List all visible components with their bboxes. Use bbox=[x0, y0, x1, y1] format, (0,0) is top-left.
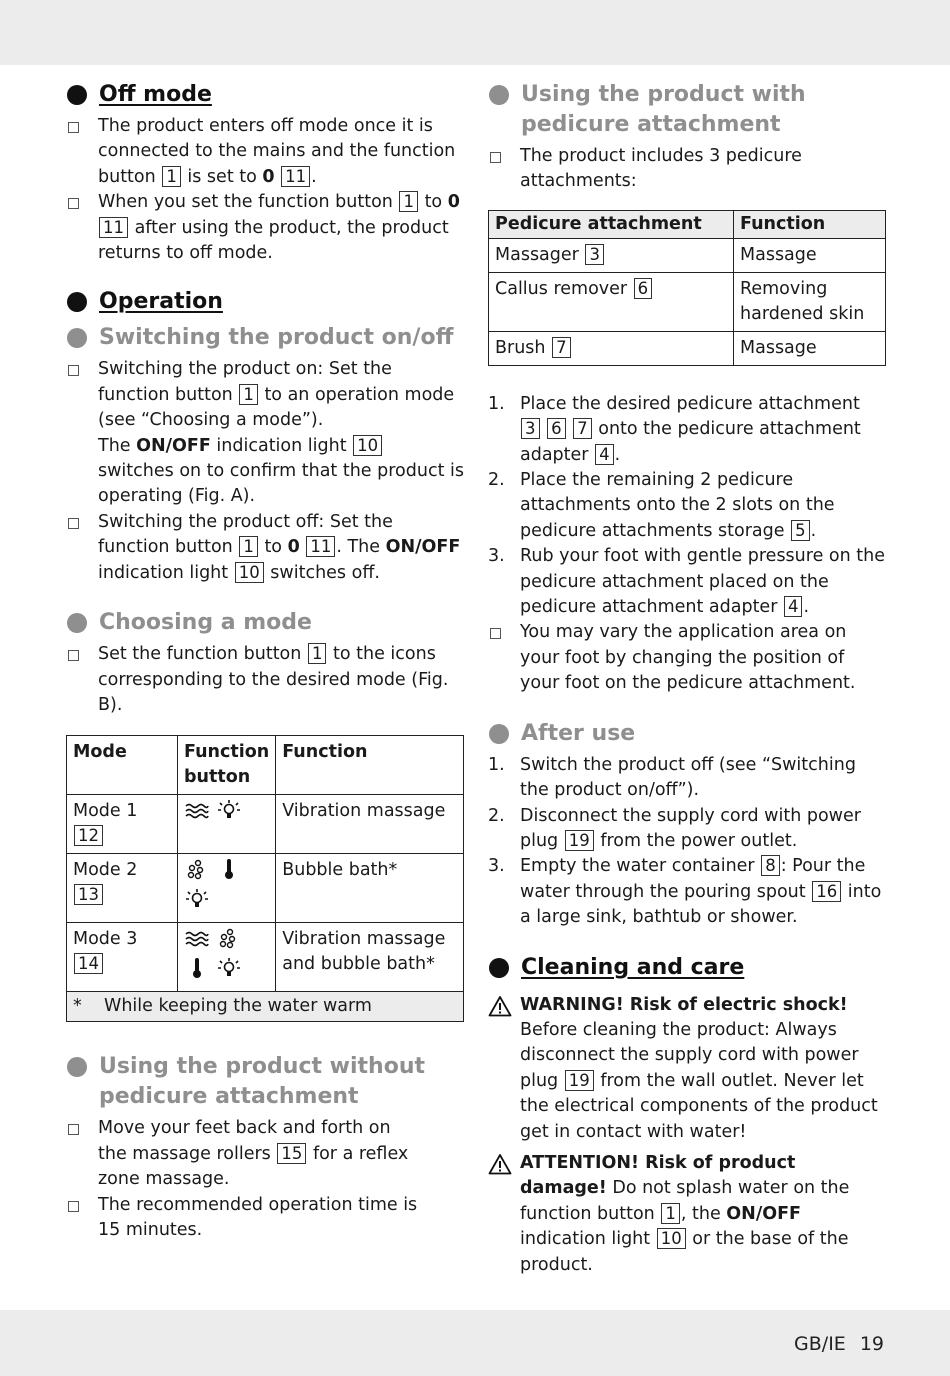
locale-label: GB/IE bbox=[794, 1333, 846, 1355]
ref-number: 1 bbox=[661, 1203, 680, 1224]
ref-number: 4 bbox=[784, 596, 803, 617]
list-item: The recommended operation time is 15 minutes. bbox=[66, 1193, 418, 1244]
heading-cleaning: Cleaning and care bbox=[488, 953, 886, 983]
heading-choosing-mode: Choosing a mode bbox=[66, 608, 464, 638]
waves-icon bbox=[184, 927, 210, 949]
ref-number: 5 bbox=[791, 520, 810, 541]
heading-switching: Switching the product on/off bbox=[66, 323, 464, 353]
list-item: The product includes 3 pedicure attachments: bbox=[488, 144, 886, 195]
attachment-table bbox=[488, 210, 886, 366]
table-row: Mode 1 12 Vibration massage bbox=[67, 795, 464, 854]
bullet-dot-icon bbox=[67, 613, 87, 633]
table-header: Function button bbox=[178, 736, 276, 795]
ref-number: 3 bbox=[585, 244, 604, 265]
ref-number: 14 bbox=[74, 953, 103, 974]
light-icon bbox=[216, 957, 242, 979]
list-item: 1. Place the desired pedicure attachment 3 6 7 onto the pedicure attachment adapter 4 . bbox=[488, 393, 861, 465]
warning-triangle-icon bbox=[488, 1153, 512, 1175]
bullet-dot-icon bbox=[489, 724, 509, 744]
ref-number: 7 bbox=[573, 418, 592, 439]
checkbox-bullet-icon bbox=[68, 198, 79, 209]
heading-after-use: After use bbox=[488, 719, 886, 749]
table-row: Callus remover 6 Removing hardened skin bbox=[489, 272, 886, 331]
checkbox-bullet-icon bbox=[68, 1201, 79, 1212]
ref-number: 1 bbox=[239, 536, 258, 557]
attention-block: ATTENTION! Risk of product damage! Do not splash water on the function button 1 , the ON/OFF indication light 10 or the base of the product. bbox=[488, 1151, 886, 1278]
list-item: 2. Place the remaining 2 pedicure attachments onto the 2 slots on the pedicure attachments storage 5 . bbox=[488, 470, 835, 541]
ref-number: 6 bbox=[634, 278, 653, 299]
ref-number: 4 bbox=[595, 444, 614, 465]
table-header: Function bbox=[276, 736, 464, 795]
bullet-dot-icon bbox=[67, 1057, 87, 1077]
table-row: Massager 3 Massage bbox=[489, 238, 886, 272]
left-column bbox=[66, 80, 464, 1243]
ref-number: 10 bbox=[235, 562, 264, 583]
warning-triangle-icon bbox=[488, 995, 512, 1017]
ref-number: 19 bbox=[565, 830, 594, 851]
warning-block: WARNING! Risk of electric shock! Before cleaning the product: Always disconnect the supply cord with power plug 19 from the wall outlet. Never let the electrical components of the product get in contact with water! bbox=[488, 993, 886, 1145]
bullet-dot-icon bbox=[67, 292, 87, 312]
bubbles-icon bbox=[216, 927, 242, 949]
heading-off-mode: Off mode bbox=[66, 80, 464, 110]
ref-number: 13 bbox=[74, 884, 103, 905]
table-row: Mode 2 13 Bubble bath* bbox=[67, 854, 464, 923]
checkbox-bullet-icon bbox=[490, 152, 501, 163]
ref-number: 1 bbox=[308, 643, 327, 664]
table-header: Mode bbox=[67, 736, 178, 795]
right-column bbox=[488, 80, 886, 1278]
waves-icon bbox=[184, 799, 210, 821]
ref-number: 11 bbox=[281, 166, 310, 187]
page-number: 19 bbox=[859, 1333, 884, 1355]
table-header: Pedicure attachment bbox=[489, 210, 734, 238]
ref-number: 3 bbox=[521, 418, 540, 439]
thermometer-icon bbox=[216, 858, 242, 880]
ref-number: 1 bbox=[162, 166, 181, 187]
ref-number: 6 bbox=[547, 418, 566, 439]
ref-number: 11 bbox=[99, 217, 128, 238]
ref-number: 10 bbox=[657, 1228, 686, 1249]
list-item: 3. Rub your foot with gentle pressure on the pedicure attachment placed on the pedicure attachment adapter 4 . bbox=[488, 546, 885, 618]
ref-number: 16 bbox=[812, 881, 841, 902]
checkbox-bullet-icon bbox=[68, 122, 79, 133]
list-item: 3. Empty the water container 8 : Pour the water through the pouring spout 16 into a large sink, bathtub or shower. bbox=[488, 856, 882, 928]
table-row: Brush 7 Massage bbox=[489, 331, 886, 365]
light-icon bbox=[216, 799, 242, 821]
bullet-dot-icon bbox=[489, 958, 509, 978]
bubbles-icon bbox=[184, 858, 210, 880]
page-footer bbox=[794, 1333, 884, 1355]
list-item: You may vary the application area on your foot by changing the position of your foot on the pedicure attachment. bbox=[488, 620, 886, 696]
heading-with-attachment: Using the product with pedicure attachment bbox=[488, 80, 886, 140]
ref-number: 1 bbox=[399, 191, 418, 212]
list-item: 2. Disconnect the supply cord with power plug 19 from the power outlet. bbox=[488, 805, 861, 851]
list-item: When you set the function button 1 to 0 11 after using the product, the product returns to off mode. bbox=[66, 190, 464, 266]
table-row: Mode 3 14 Vibration massage and bubble bath* bbox=[67, 923, 464, 992]
ref-number: 19 bbox=[565, 1070, 594, 1091]
thermometer-icon bbox=[184, 957, 210, 979]
heading-without-attachment: Using the product without pedicure attachment bbox=[66, 1052, 464, 1112]
checkbox-bullet-icon bbox=[68, 365, 79, 376]
list-item: The product enters off mode once it is connected to the mains and the function button 1 is set to 0 11 . bbox=[66, 114, 464, 190]
checkbox-bullet-icon bbox=[68, 518, 79, 529]
header-band bbox=[0, 0, 950, 65]
bullet-dot-icon bbox=[489, 85, 509, 105]
bullet-dot-icon bbox=[67, 85, 87, 105]
list-item: 1. Switch the product off (see “Switching the product on/off”). bbox=[488, 754, 856, 801]
light-icon bbox=[184, 888, 210, 910]
ref-number: 12 bbox=[74, 825, 103, 846]
list-item: Switching the product off: Set the function button 1 to 0 11 . The ON/OFF indication light 10 switches off. bbox=[66, 510, 464, 586]
ref-number: 7 bbox=[552, 337, 571, 358]
mode-table bbox=[66, 735, 464, 1022]
ref-number: 1 bbox=[239, 384, 258, 405]
ref-number: 10 bbox=[353, 435, 382, 456]
table-header: Function bbox=[734, 210, 886, 238]
checkbox-bullet-icon bbox=[68, 650, 79, 661]
ref-number: 11 bbox=[306, 536, 335, 557]
list-item: Set the function button 1 to the icons corresponding to the desired mode (Fig. B). bbox=[66, 642, 464, 718]
table-footnote-row: * While keeping the water warm bbox=[67, 992, 464, 1022]
list-item: Switching the product on: Set the function button 1 to an operation mode (see “Choosing a mode”). The ON/OFF indication light 10 switches on to confirm that the product is operating (Fig. A). bbox=[66, 357, 464, 509]
list-item: Move your feet back and forth on the massage rollers 15 for a reflex zone massage. bbox=[66, 1116, 418, 1192]
checkbox-bullet-icon bbox=[68, 1124, 79, 1135]
heading-operation: Operation bbox=[66, 287, 464, 317]
checkbox-bullet-icon bbox=[490, 628, 501, 639]
bullet-dot-icon bbox=[67, 328, 87, 348]
ref-number: 15 bbox=[277, 1143, 306, 1164]
ref-number: 8 bbox=[761, 855, 780, 876]
